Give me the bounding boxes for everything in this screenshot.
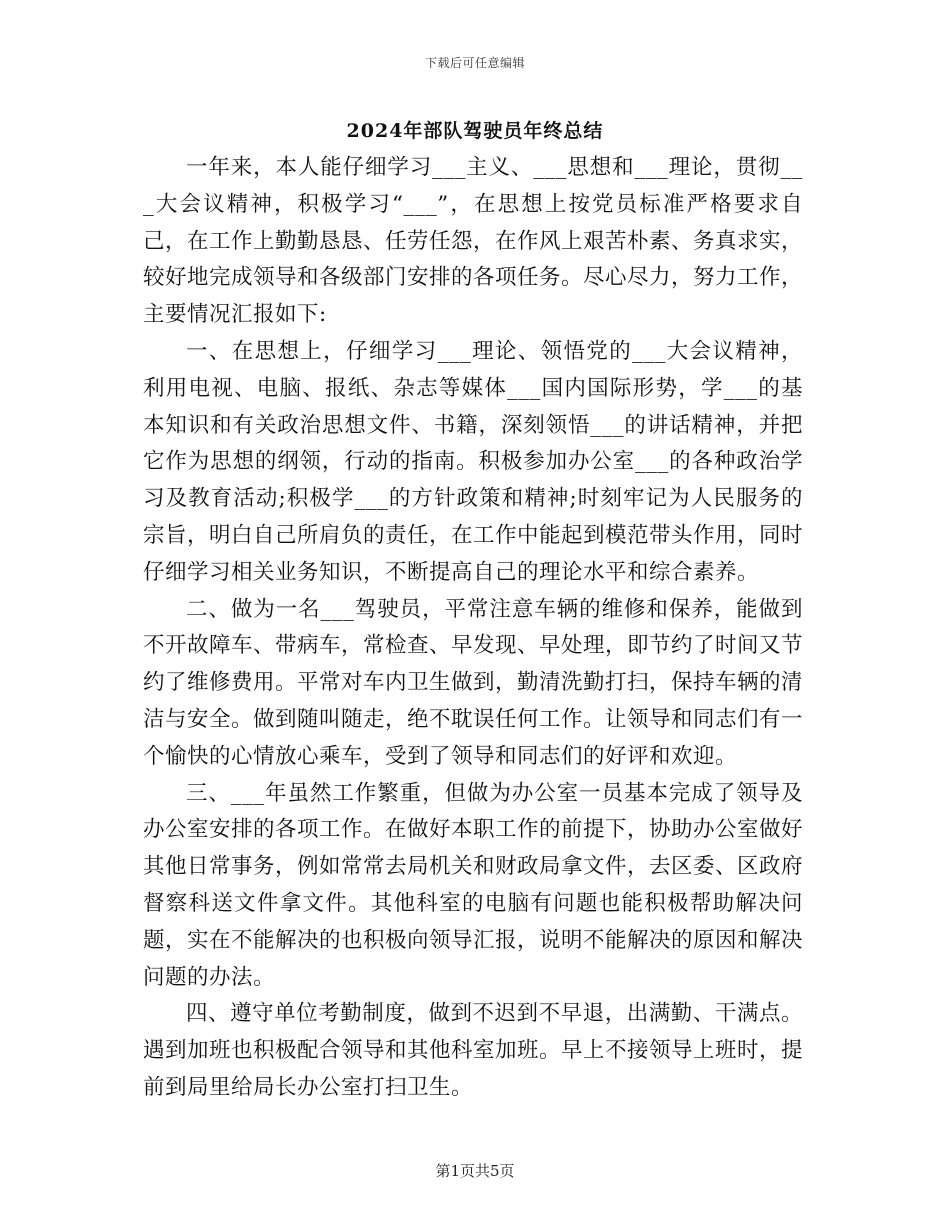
paragraph-section-2: 二、做为一名___驾驶员，平常注意车辆的维修和保养，能做到不开故障车、带病车，常检查、早发现、早处理，即节约了时间又节约了维修费用。平常对车内卫生做到，勤清洗勤打扫，保持车辆的清洁与安全。做到随叫随走，绝不耽误任何工作。让领导和同志们有一个愉快的心情放心乘车，受到了领导和同志们的好评和欢迎。 — [143, 596, 804, 769]
document-title: 2024年部队驾驶员年终总结 — [346, 120, 604, 142]
document-body — [143, 150, 803, 1107]
paragraph-section-3: 三、___年虽然工作繁重，但做为办公室一员基本完成了领导及办公室安排的各项工作。在做好本职工作的前提下，协助办公室做好其他日常事务，例如常常去局机关和财政局拿文件，去区委、区政府督察科送文件拿文件。其他科室的电脑有问题也能积极帮助解决问题，实在不能解决的也积极向领导汇报，说明不能解决的原因和解决问题的办法。 — [143, 780, 804, 990]
page-number: 第1页共5页 — [435, 1162, 515, 1180]
paragraph-intro: 一年来，本人能仔细学习___主义、___思想和___理论，贯彻___大会议精神，积极学习“___”，在思想上按党员标准严格要求自己，在工作上勤勤恳恳、任劳任怨，在作风上艰苦朴素、务真求实，较好地完成领导和各级部门安排的各项任务。尽心尽力，努力工作，主要情况汇报如下: — [143, 155, 804, 328]
paragraph-section-4: 四、遵守单位考勤制度，做到不迟到不早退，出满勤、干满点。遇到加班也积极配合领导和其他科室加班。早上不接领导上班时，提前到局里给局长办公室打扫卫生。 — [143, 1001, 804, 1100]
header-note: 下载后可任意编辑 — [424, 56, 525, 70]
paragraph-section-1: 一、在思想上，仔细学习___理论、领悟党的___大会议精神，利用电视、电脑、报纸、杂志等媒体___国内国际形势，学___的基本知识和有关政治思想文件、书籍，深刻领悟___的讲话精神，并把它作为思想的纲领，行动的指南。积极参加办公室___的各种政治学习及教育活动;积极学___的方针政策和精神;时刻牢记为人民服务的宗旨，明白自己所肩负的责任，在工作中能起到模范带头作用，同时仔细学习相关业务知识，不断提高自己的理论水平和综合素养。 — [143, 338, 804, 585]
